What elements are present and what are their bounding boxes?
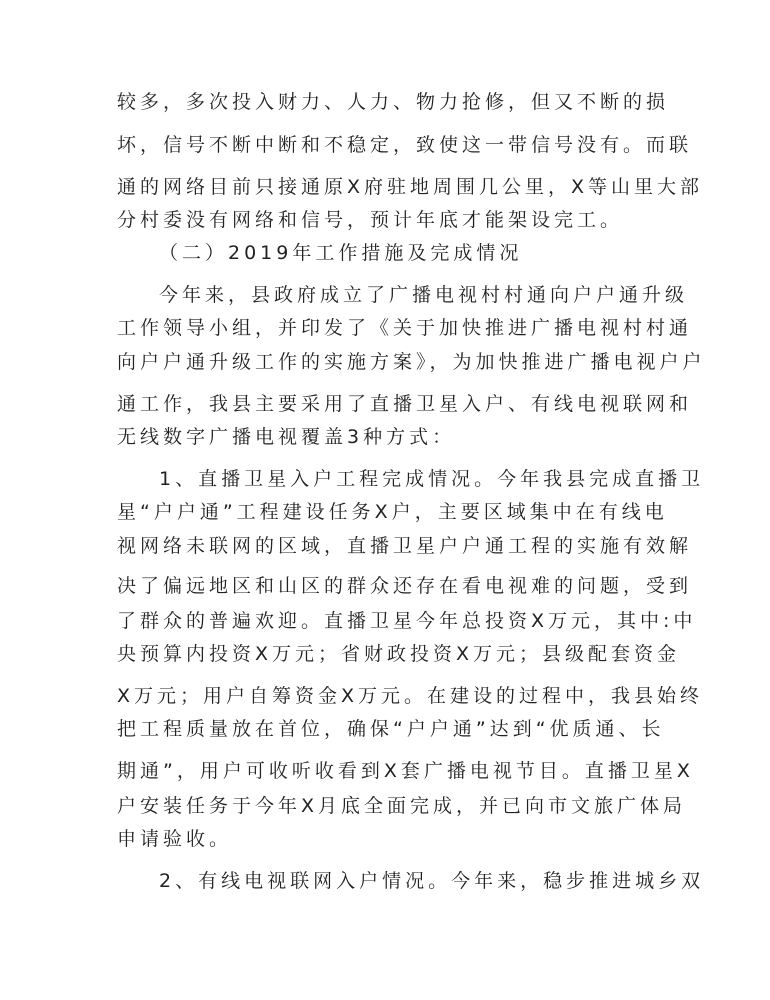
paragraph-line: 了群众的普遍欢迎。直播卫星今年总投资X万元，其中:中 [117,610,697,632]
paragraph-line: X万元；用户自筹资金X万元。在建设的过程中，我县始终 [117,685,704,707]
paragraph-line: 今年来，县政府成立了广播电视村村通向户户通升级 [159,284,689,306]
paragraph-line: 央预算内投资X万元；省财政投资X万元；县级配套资金 [117,643,681,665]
paragraph-line: 向户户通升级工作的实施方案》，为加快推进广播电视户户 [117,351,706,373]
paragraph-line: 把工程质量放在首位，确保“户户通”达到“优质通、长 [117,718,665,740]
paragraph-line: 星“户户通”工程建设任务X户，主要区域集中在有线电 [117,501,668,523]
paragraph-line: 无线数字广播电视覆盖3种方式： [117,426,456,448]
paragraph-line: 分村委没有网络和信号，预计年底才能架设完工。 [117,209,624,231]
paragraph-line: 户安装任务于今年X月底全面完成，并已向市文旅广体局 [117,795,687,817]
paragraph-line: 期通”，用户可收听收看到X套广播电视节目。直播卫星X [117,760,694,782]
paragraph-line: 视网络未联网的区域，直播卫星户户通工程的实施有效解 [117,535,693,557]
paragraph-line: 申请验收。 [117,828,233,850]
paragraph-line: 决了偏远地区和山区的群众还存在看电视难的问题，受到 [117,575,693,597]
paragraph-line: 通的网络目前只接通原X府驻地周围几公里，X等山里大部 [117,176,704,198]
paragraph-line: 坏，信号不断中断和不稳定，致使这一带信号没有。而联 [117,134,693,156]
paragraph-line: 2、有线电视联网入户情况。今年来，稳步推进城乡双 [159,870,705,892]
paragraph-line: 较多，多次投入财力、人力、物力抢修，但又不断的损 [117,91,670,113]
paragraph-line: 工作领导小组，并印发了《关于加快推进广播电视村村通 [117,317,693,339]
paragraph-line: 1、直播卫星入户工程完成情况。今年我县完成直播卫 [159,468,705,490]
paragraph-line: 通工作，我县主要采用了直播卫星入户、有线电视联网和 [117,393,693,415]
section-heading: （二）2019年工作措施及完成情况 [159,242,523,264]
